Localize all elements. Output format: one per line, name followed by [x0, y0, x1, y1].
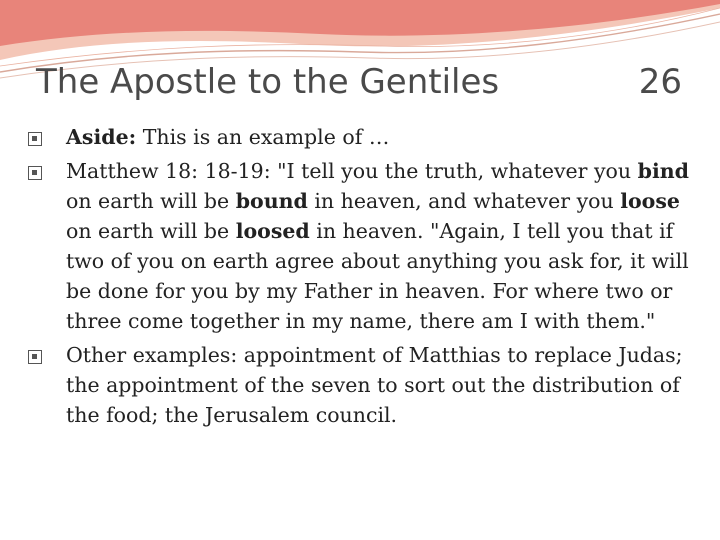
quote-bold-loosed: loosed [235, 219, 310, 243]
slide-body [20, 122, 700, 434]
slide-title [36, 62, 686, 110]
quote-bold-bind: bind [637, 159, 689, 183]
bullet-matthew-quote [20, 156, 700, 336]
quote-bold-bound: bound [235, 189, 308, 213]
bullet-aside [20, 122, 700, 152]
title-text: The Apostle to the Gentiles [36, 62, 500, 102]
quote-part-4: on earth will be [66, 219, 236, 243]
aside-label: Aside: [66, 125, 137, 149]
aside-text: This is an example of … [136, 125, 390, 149]
quote-part-1: Matthew 18: 18-19: "I tell you the truth, whatever you [66, 159, 638, 183]
bullet-icon [28, 350, 42, 364]
quote-part-2: on earth will be [66, 189, 236, 213]
quote-part-3: in heaven, and whatever you [307, 189, 621, 213]
quote-bold-loose: loose [620, 189, 680, 213]
quote-part-5: in heaven. "Again, I tell you that if two of you on earth agree about anything you ask for, it will be done for you by my Father in heaven. For where two or three come together in my name, there am I with them." [66, 219, 689, 333]
bullet-other-examples [20, 340, 700, 430]
other-examples-text: Other examples: appointment of Matthias to replace Judas; the appointment of the seven to sort out the distribution of the food; the Jerusalem council. [66, 343, 683, 427]
bullet-icon [28, 132, 42, 146]
page-number: 26 [638, 62, 682, 102]
bullet-icon [28, 166, 42, 180]
